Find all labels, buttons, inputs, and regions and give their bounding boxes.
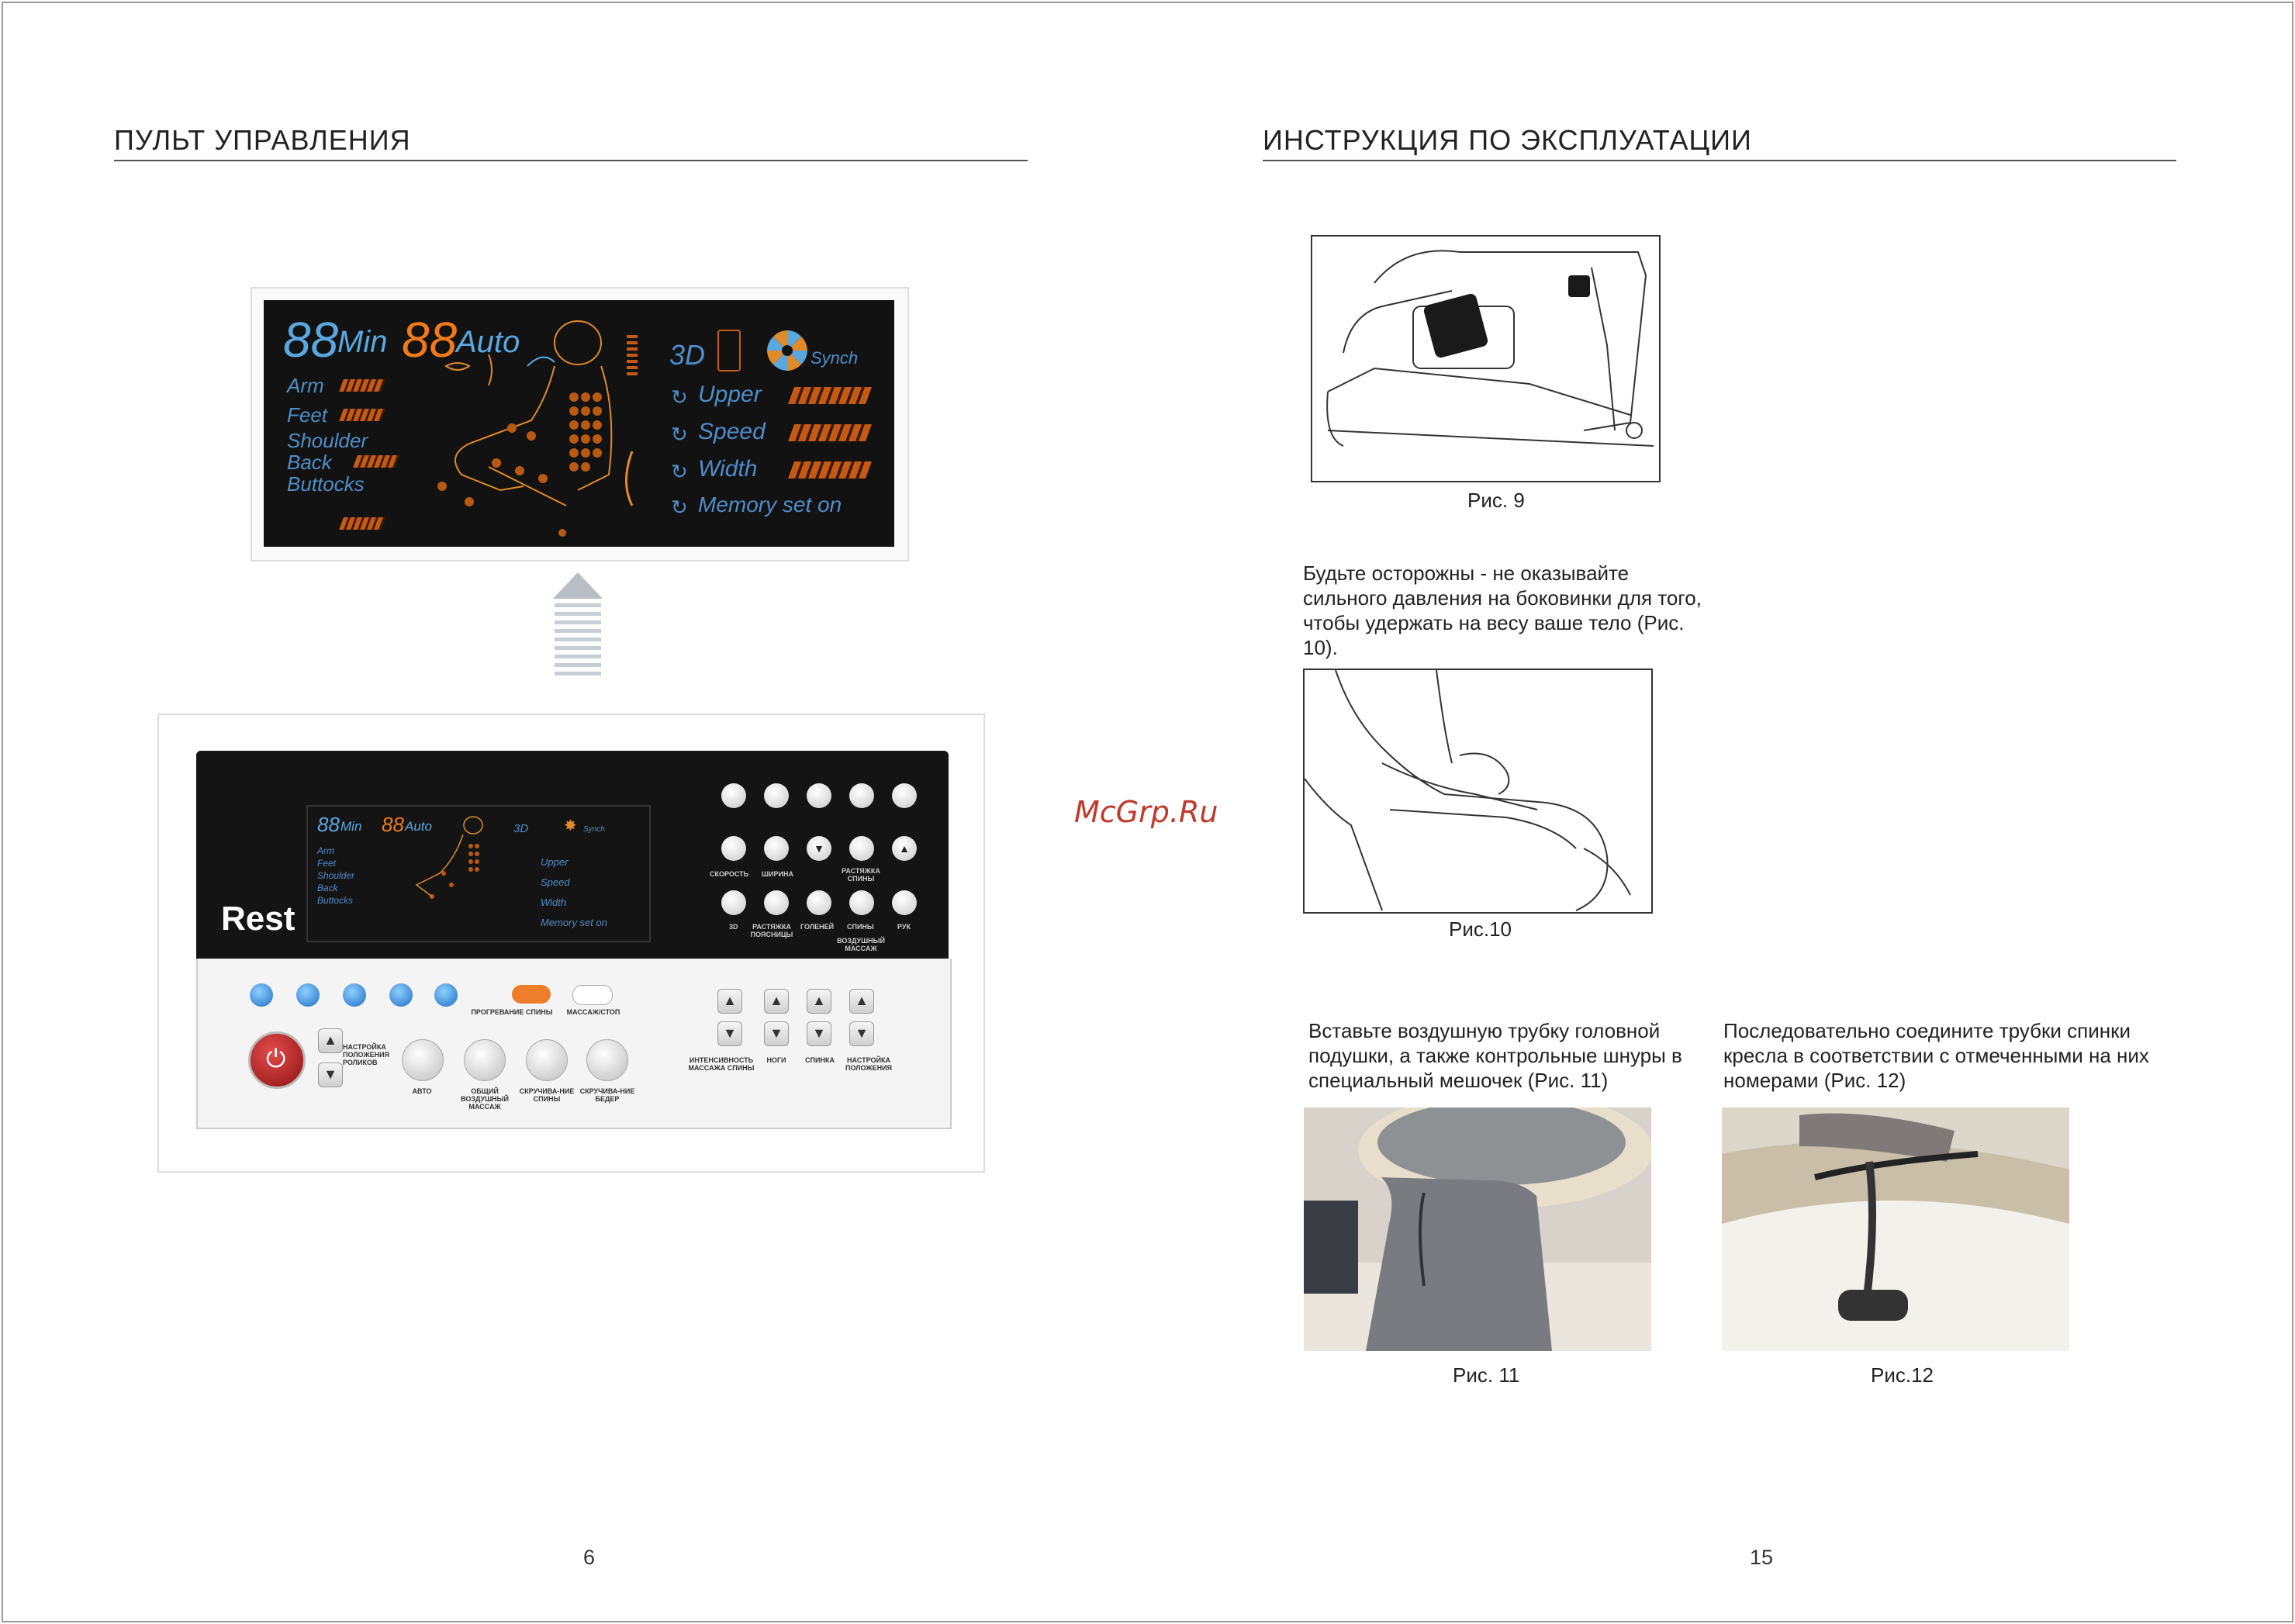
speed-button[interactable] (721, 836, 746, 861)
roller-position-up-button[interactable]: ▲ (318, 1028, 343, 1053)
fig12-caption: Рис.12 (1871, 1363, 1934, 1387)
label-massage-stop: МАССАЖ/СТОП (566, 1008, 620, 1016)
fig9-chair-illustration (1312, 237, 1659, 481)
label-roller-position: НАСТРОЙКА ПОЛОЖЕНИЯ РОЛИКОВ (343, 1043, 390, 1066)
label-arms: РУК (897, 923, 911, 931)
mini-label-width: Width (541, 897, 567, 908)
back-stretch-up-button[interactable]: ▲ (892, 836, 917, 861)
lcd-bars-feet (339, 409, 385, 421)
width-button[interactable] (764, 836, 789, 861)
lcd-memory-icon: ↻ (671, 496, 688, 519)
brand-logo: Rest (221, 900, 296, 938)
remote-button[interactable] (849, 783, 874, 808)
mini-timer-value: 88 (317, 813, 340, 836)
lcd-bars-arm (339, 379, 385, 392)
figure-11-photo (1304, 1107, 1651, 1351)
arms-air-button[interactable] (892, 890, 917, 915)
label-air-massage: ВОЗДУШНЫЙ МАССАЖ (837, 937, 885, 952)
right-page-title: ИНСТРУКЦИЯ ПО ЭКСПЛУАТАЦИИ (1263, 124, 1752, 156)
label-back-intensity: ИНТЕНСИВНОСТЬ МАССАЖА СПИНЫ (688, 1056, 755, 1072)
figure-9 (1311, 235, 1661, 482)
label-backrest: СПИНКА (805, 1056, 835, 1064)
roller-position-down-button[interactable]: ▼ (318, 1063, 343, 1087)
position-up-button[interactable]: ▲ (849, 989, 874, 1014)
back-stretch-down-button[interactable]: ▼ (807, 836, 831, 861)
volume-down-button[interactable] (434, 983, 458, 1007)
label-auto: АВТО (412, 1087, 432, 1095)
label-speed: СКОРОСТЬ (710, 870, 749, 878)
backrest-up-button[interactable]: ▲ (807, 989, 831, 1014)
next-button[interactable] (343, 983, 366, 1007)
lcd-mode-label: Auto (456, 325, 520, 359)
power-button[interactable] (248, 1031, 306, 1089)
mini-body-silhouette (397, 811, 506, 935)
lcd-upper-icon: ↻ (671, 385, 688, 409)
back-twist-button[interactable] (526, 1039, 568, 1081)
massage-stop-button[interactable] (572, 985, 613, 1005)
lcd-label-buttocks: Buttocks (287, 472, 365, 496)
lcd-speed-icon: ↻ (671, 423, 688, 446)
lcd-3d-icon (717, 330, 741, 371)
back-intensity-down-button[interactable]: ▼ (717, 1021, 742, 1046)
lcd-label-synch: Synch (811, 348, 859, 368)
lcd-screen (264, 300, 894, 547)
mini-mode-label: Auto (405, 819, 432, 834)
label-air-massage-total: ОБЩИЙ ВОЗДУШНЫЙ МАССАЖ (461, 1087, 509, 1111)
remote-button[interactable] (764, 783, 789, 808)
arrow-stripes (555, 603, 601, 677)
lcd-bars-speed (788, 424, 872, 441)
remote-button[interactable] (721, 783, 746, 808)
figure-12-photo (1722, 1107, 2069, 1351)
lcd-body-silhouette (396, 312, 675, 541)
lcd-label-width: Width (698, 456, 758, 482)
lcd-width-icon: ↻ (671, 460, 688, 483)
mini-label-back: Back (317, 883, 338, 893)
remote-mini-lcd (306, 805, 651, 942)
left-page-number: 6 (583, 1546, 596, 1569)
fig11-caption: Рис. 11 (1453, 1363, 1520, 1387)
legs-down-button[interactable]: ▼ (764, 1021, 789, 1046)
lcd-label-arm: Arm (287, 374, 324, 397)
mini-label-upper: Upper (541, 856, 569, 868)
label-back: СПИНЫ (847, 923, 874, 931)
power-icon: ⏻ (266, 1045, 286, 1073)
mini-mode-value: 88 (382, 813, 404, 836)
lcd-label-memory: Memory set on (698, 492, 842, 517)
mini-label-arm: Arm (317, 845, 334, 856)
label-width: ШИРИНА (762, 870, 793, 878)
position-down-button[interactable]: ▼ (849, 1021, 874, 1046)
prev-button[interactable] (296, 983, 320, 1007)
fig12-tubes-photo (1722, 1107, 2069, 1351)
lcd-timer-value: 88 (283, 312, 339, 368)
fig10-caption: Рис.10 (1449, 917, 1512, 941)
lcd-label-shoulder: Shoulder (287, 429, 368, 452)
mini-label-shoulder: Shoulder (317, 870, 355, 881)
lcd-label-speed: Speed (698, 419, 766, 444)
fig9-caption: Рис. 9 (1467, 489, 1525, 512)
mini-label-speed: Speed (541, 876, 570, 888)
mini-label-3d: 3D (513, 822, 529, 835)
lcd-timer-unit: Min (337, 325, 388, 359)
left-title-rule (114, 160, 1028, 161)
lcd-label-3d: 3D (669, 339, 706, 371)
left-page-title: ПУЛЬТ УПРАВЛЕНИЯ (114, 124, 411, 156)
label-3d: 3D (729, 923, 738, 931)
fig11-pillow-pouch-photo (1304, 1107, 1651, 1351)
mini-label-synch: Synch (583, 825, 605, 834)
instruction-fig12: Последовательно соедините трубки спинки кресла в соответствии с отмеченными на них номерами (Рис. 12) (1723, 1019, 2149, 1092)
3d-button[interactable] (721, 890, 746, 915)
right-title-rule (1263, 160, 2176, 161)
lcd-bars-lower (339, 517, 385, 530)
mini-label-feet: Feet (317, 858, 337, 869)
label-back-stretch: РАСТЯЖКА СПИНЫ (842, 867, 880, 883)
remote-button[interactable] (892, 783, 917, 808)
lcd-label-feet: Feet (287, 403, 328, 427)
right-page-number: 15 (1750, 1546, 1774, 1569)
label-legs: НОГИ (766, 1056, 786, 1064)
label-hip-twist: СКРУЧИВА-НИЕ БЕДЕР (579, 1087, 635, 1103)
label-back-twist: СКРУЧИВА-НИЕ СПИНЫ (519, 1087, 575, 1103)
auto-button[interactable] (402, 1039, 444, 1081)
volume-up-button[interactable] (389, 983, 413, 1007)
watermark: McGrp.Ru (1074, 795, 1218, 829)
mini-synch-icon: ✸ (564, 817, 577, 834)
label-calves: ГОЛЕНЕЙ (800, 923, 835, 931)
lcd-enlarged (251, 287, 909, 561)
hip-twist-button[interactable] (586, 1039, 628, 1081)
lcd-bars-upper (788, 387, 872, 404)
lcd-bars-back (353, 455, 399, 468)
mini-timer-unit: Min (340, 819, 362, 834)
arrow-up-icon (553, 572, 603, 599)
mini-label-buttocks: Buttocks (317, 895, 354, 906)
calves-air-button[interactable] (807, 890, 831, 915)
lumbar-stretch-button[interactable] (764, 890, 789, 915)
lcd-label-back: Back (287, 451, 332, 474)
backrest-down-button[interactable]: ▼ (807, 1021, 831, 1046)
back-intensity-up-button[interactable]: ▲ (717, 989, 742, 1014)
lcd-label-upper: Upper (698, 382, 762, 407)
remote-button[interactable] (807, 783, 831, 808)
play-pause-button[interactable] (250, 983, 273, 1007)
lcd-synch-wheel-icon (764, 327, 811, 374)
warning-text: Будьте осторожны - не оказывайте сильного давления на боковинки для того, чтобы удержать на весу ваше тело (Рис. 10). (1303, 561, 1702, 659)
lcd-mode-value: 88 (402, 312, 458, 368)
label-lumbar-stretch: РАСТЯЖКА ПОЯСНИЦЫ (750, 923, 793, 938)
remote-button[interactable] (849, 836, 874, 861)
fig10-person-illustration (1305, 670, 1651, 912)
lcd-bars-width (788, 461, 872, 479)
label-back-heating: ПРОГРЕВАНИЕ СПИНЫ (471, 1008, 553, 1016)
figure-10 (1303, 669, 1653, 914)
label-position: НАСТРОЙКА ПОЛОЖЕНИЯ (845, 1056, 893, 1072)
mini-label-memory: Memory set on (541, 917, 607, 928)
instruction-fig11: Вставьте воздушную трубку головной подушки, а также контрольные шнуры в специальный мешочек (Рис. 11) (1308, 1019, 1682, 1092)
back-heating-button[interactable] (512, 985, 551, 1004)
legs-up-button[interactable]: ▲ (764, 989, 789, 1014)
back-air-button[interactable] (849, 890, 874, 915)
air-massage-button[interactable] (464, 1039, 506, 1081)
